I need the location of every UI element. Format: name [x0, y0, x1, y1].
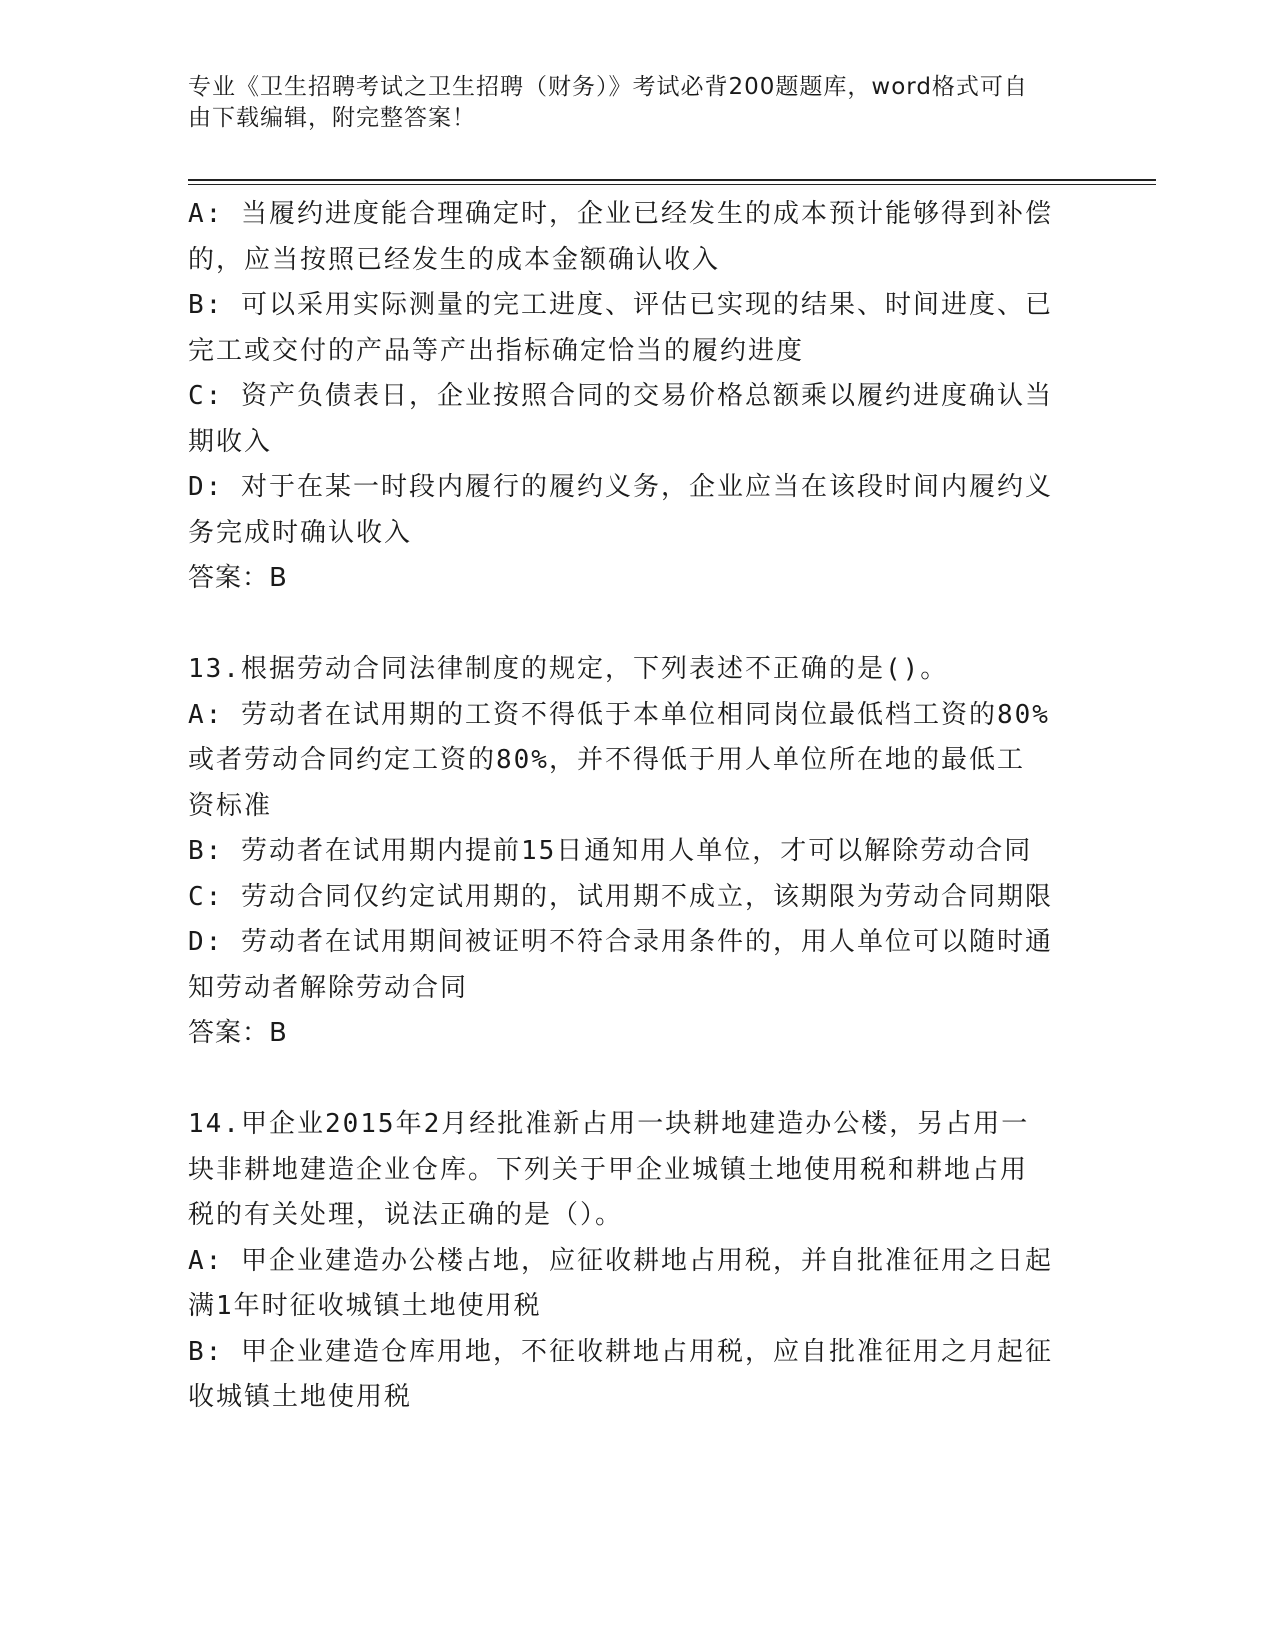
q12-option-a [188, 192, 1088, 283]
q13-option-b [188, 829, 1088, 875]
document-header [188, 72, 1068, 134]
q14-option-a-line: A: 甲企业建造办公楼占地，应征收耕地占用税，并自批准征用之日起 [188, 1245, 1053, 1276]
header-line-2: 由下载编辑，附完整答案！ [188, 105, 476, 131]
q12-option-b-line: B: 可以采用实际测量的完工进度、评估已实现的结果、时间进度、已 [188, 290, 1053, 320]
q14-option-b-line: 收城镇土地使用税 [188, 1382, 413, 1412]
q13-option-a [188, 693, 1088, 830]
q14-question-line: 14.甲企业2015年2月经批准新占用一块耕地建造办公楼，另占用一 [188, 1109, 1030, 1139]
q12-option-d-line: D: 对于在某一时段内履行的履约义务，企业应当在该段时间内履约义 [188, 472, 1053, 502]
q13-option-a-line: 资标准 [188, 790, 273, 821]
q12-option-a-line: 的，应当按照已经发生的成本金额确认收入 [188, 244, 721, 275]
q14-question-line: 块非耕地建造企业仓库。下列关于甲企业城镇土地使用税和耕地占用 [188, 1154, 1029, 1185]
header-divider-thick [188, 179, 1156, 181]
q13-question: 13.根据劳动合同法律制度的规定，下列表述不正确的是()。 [188, 654, 949, 684]
q13-option-a-line: 或者劳动合同约定工资的80%，并不得低于用人单位所在地的最低工 [188, 745, 1025, 775]
header-divider-thin [188, 184, 1156, 185]
q13-option-b-line: B: 劳动者在试用期内提前15日通知用人单位，才可以解除劳动合同 [188, 836, 1033, 866]
q14-option-b [188, 1330, 1088, 1421]
q13-answer: 答案：B [188, 1018, 288, 1048]
q12-option-c [188, 374, 1088, 465]
q13-option-c [188, 875, 1088, 921]
q14-option-a [188, 1239, 1088, 1330]
spacer [188, 602, 1088, 648]
document-body [188, 192, 1088, 1421]
q14-option-a-line: 满1年时征收城镇土地使用税 [188, 1291, 542, 1321]
q12-option-c-line: C: 资产负债表日，企业按照合同的交易价格总额乘以履约进度确认当 [188, 381, 1053, 411]
header-line-1: 专业《卫生招聘考试之卫生招聘（财务）》考试必背200题题库，word格式可自 [188, 74, 1028, 100]
q12-option-c-line: 期收入 [188, 426, 273, 457]
q13-option-d-line: D: 劳动者在试用期间被证明不符合录用条件的，用人单位可以随时通 [188, 927, 1053, 957]
q12-option-d [188, 465, 1088, 556]
q14-option-b-line: B: 甲企业建造仓库用地，不征收耕地占用税，应自批准征用之月起征 [188, 1336, 1053, 1367]
q13-option-a-line: A: 劳动者在试用期的工资不得低于本单位相同岗位最低档工资的80% [188, 699, 1050, 730]
spacer [188, 1057, 1088, 1103]
q14-question-line: 税的有关处理，说法正确的是（）。 [188, 1200, 624, 1230]
q13-option-c-line: C: 劳动合同仅约定试用期的，试用期不成立，该期限为劳动合同期限 [188, 881, 1053, 912]
q12-option-a-line: A: 当履约进度能合理确定时，企业已经发生的成本预计能够得到补偿 [188, 199, 1053, 229]
q13-option-d-line: 知劳动者解除劳动合同 [188, 972, 469, 1003]
q13-option-d [188, 920, 1088, 1011]
q12-option-b-line: 完工或交付的产品等产出指标确定恰当的履约进度 [188, 335, 805, 366]
q12-option-d-line: 务完成时确认收入 [188, 517, 413, 548]
q12-answer: 答案：B [188, 563, 288, 593]
q14-question [188, 1102, 1088, 1239]
q12-option-b [188, 283, 1088, 374]
